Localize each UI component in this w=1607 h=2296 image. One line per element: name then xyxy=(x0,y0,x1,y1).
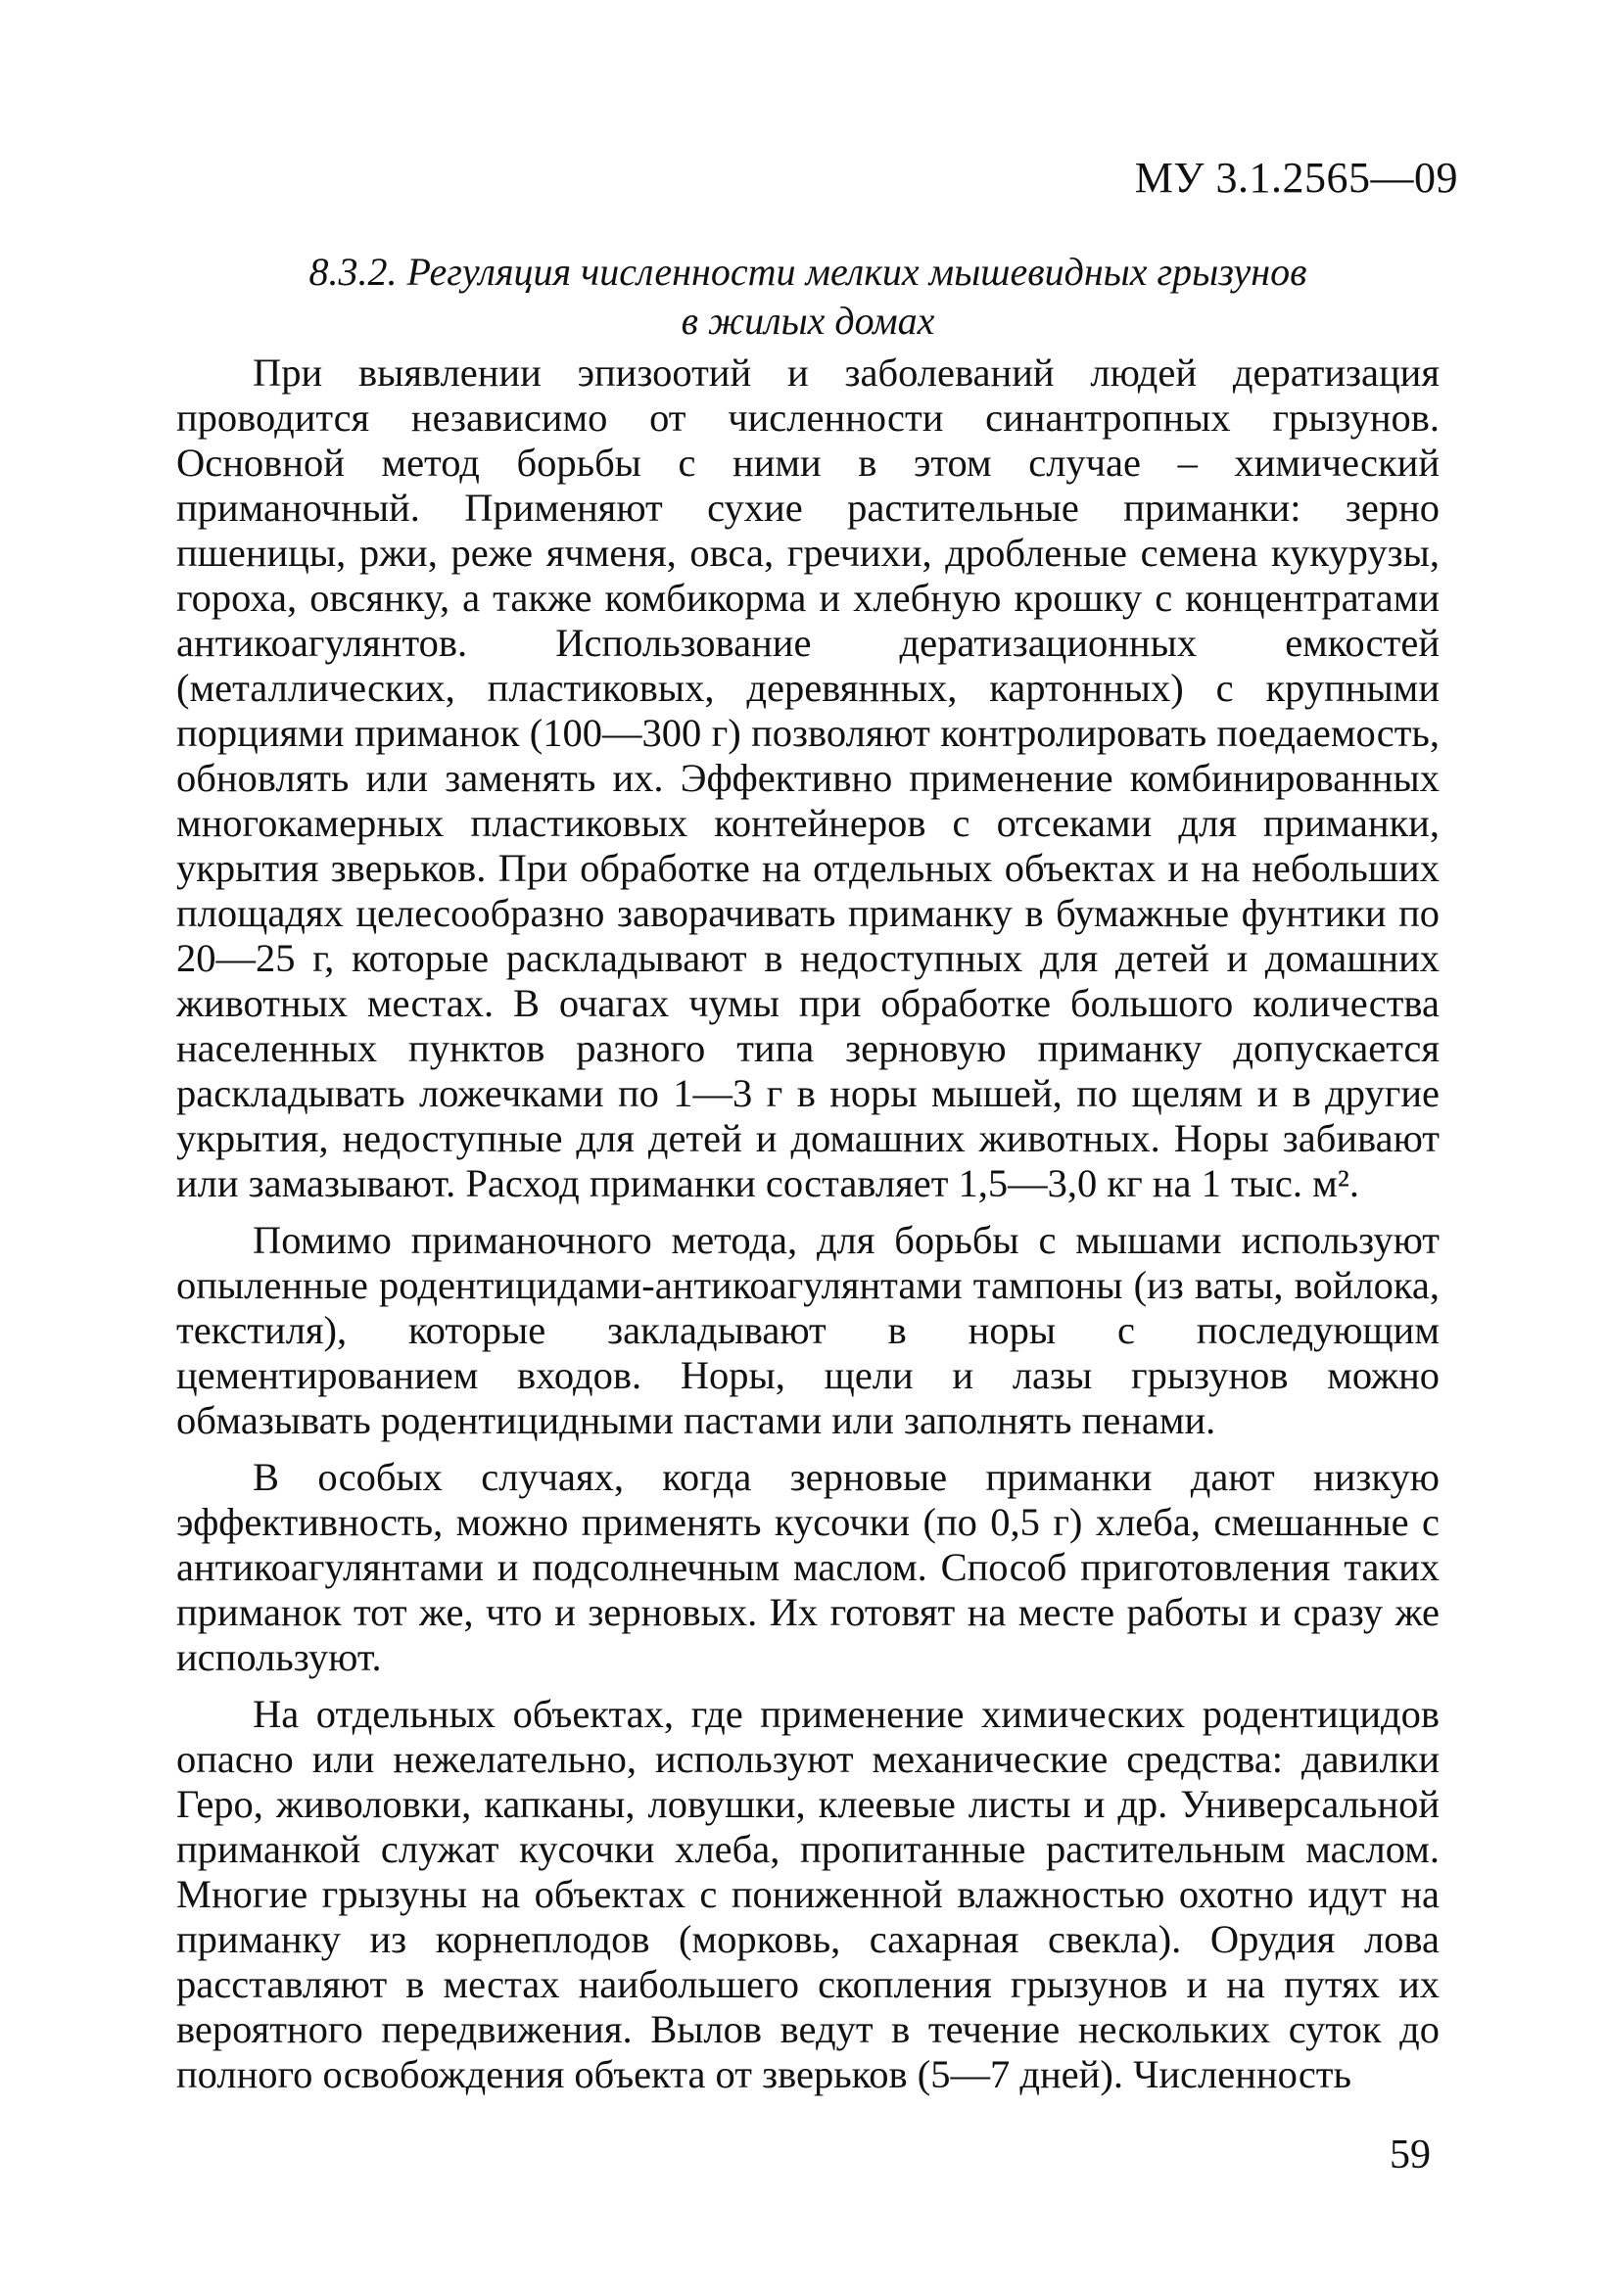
paragraph-2: Помимо приманочного метода, для борьбы с мышами используют опыленные родентицидами-антикоагулянтами тампоны (из ваты, войлока, текстиля), которые закладывают в норы с последующим цементированием входов. Норы, щели и лазы грызунов можно обмазывать родентицидными пастами или заполнять пенами. xyxy=(176,1218,1440,1442)
section-heading xyxy=(176,248,1440,346)
section-heading-line-2: в жилых домах xyxy=(681,299,935,343)
paragraph-3: В особых случаях, когда зерновые приманки дают низкую эффективность, можно применять кусочки (по 0,5 г) хлеба, смешанные с антикоагулянтами и подсолнечным маслом. Способ приготовления таких приманок тот же, что и зерновых. Их готовят на месте работы и сразу же используют. xyxy=(176,1455,1440,1679)
document-code: МУ 3.1.2565—09 xyxy=(1134,154,1458,202)
page-number: 59 xyxy=(1390,2132,1431,2178)
body-text xyxy=(176,351,1440,2109)
section-heading-line-1: 8.3.2. Регуляция численности мелких мышевидных грызунов xyxy=(308,250,1307,294)
paragraph-4: На отдельных объектах, где применение химических родентицидов опасно или нежелательно, используют механические средства: давилки Геро, живоловки, капканы, ловушки, клеевые листы и др. Универсальной приманкой служат кусочки хлеба, пропитанные растительным маслом. Многие грызуны на объектах с пониженной влажностью охотно идут на приманку из корнеплодов (морковь, сахарная свекла). Орудия лова расставляют в местах наибольшего скопления грызунов и на путях их вероятного передвижения. Вылов ведут в течение нескольких суток до полного освобождения объекта от зверьков (5—7 дней). Численность xyxy=(176,1692,1440,2096)
paragraph-1: При выявлении эпизоотий и заболеваний людей дератизация проводится независимо от численности синантропных грызунов. Основной метод борьбы с ними в этом случае – химический приманочный. Применяют сухие растительные приманки: зерно пшеницы, ржи, реже ячменя, овса, гречихи, дробленые семена кукурузы, гороха, овсянку, а также комбикорма и хлебную крошку с концентратами антикоагулянтов. Использование дератизационных емкостей (металлических, пластиковых, деревянных, картонных) с крупными порциями приманок (100—300 г) позволяют контролировать поедаемость, обновлять или заменять их. Эффективно применение комбинированных многокамерных пластиковых контейнеров с отсеками для приманки, укрытия зверьков. При обработке на отдельных объектах и на небольших площадях целесообразно заворачивать приманку в бумажные фунтики по 20—25 г, которые раскладывают в недоступных для детей и домашних животных местах. В очагах чумы при обработке большого количества населенных пунктов разного типа зерновую приманку допускается раскладывать ложечками по 1—3 г в норы мышей, по щелям и в другие укрытия, недоступные для детей и домашних животных. Норы забивают или замазывают. Расход приманки составляет 1,5—3,0 кг на 1 тыс. м². xyxy=(176,351,1440,1205)
